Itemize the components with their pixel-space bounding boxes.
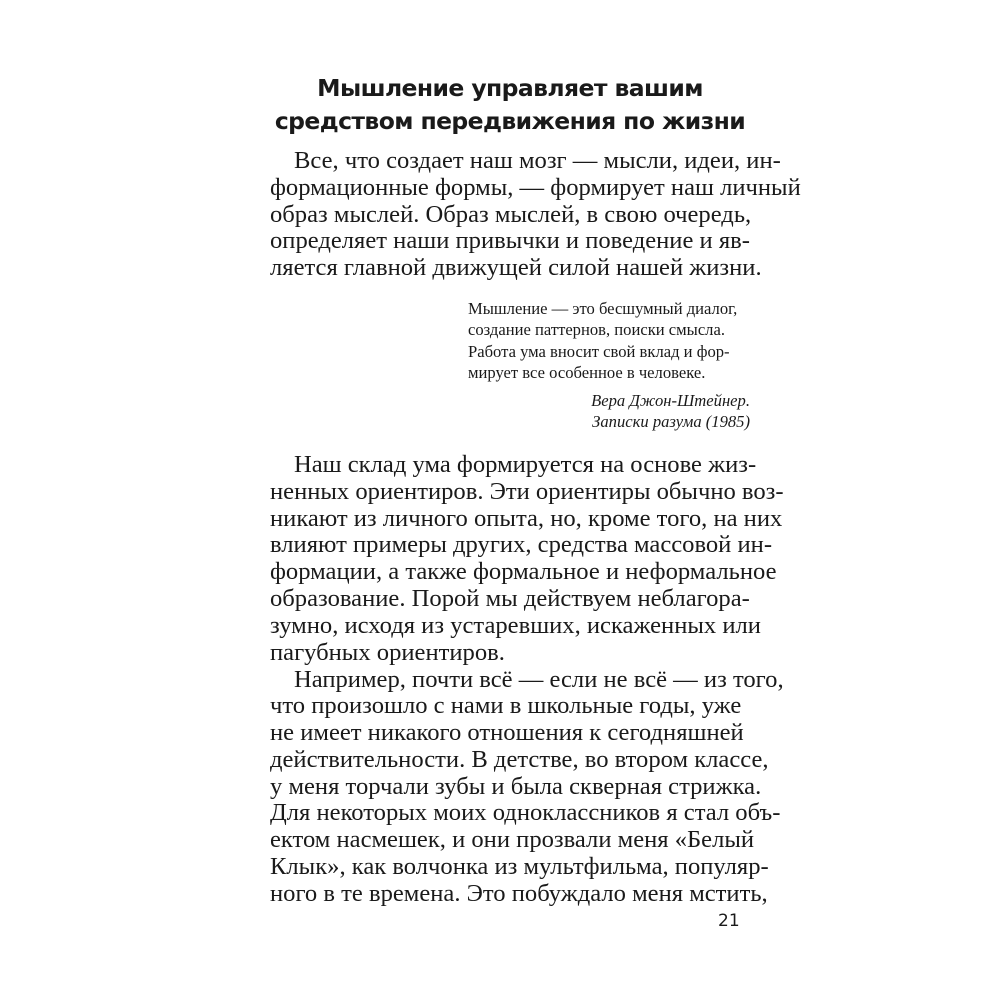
text-line: у меня торчали зубы и была скверная стрижка. (270, 772, 762, 800)
text-line: не имеет никакого отношения к сегодняшней (270, 719, 744, 747)
text-line: формации, а также формальное и неформальное (270, 558, 777, 586)
paragraph-intro (270, 148, 801, 282)
text-line: что произошло с нами в школьные годы, уже (270, 692, 742, 720)
epigraph-quote (468, 298, 750, 384)
text-line: ненных ориентиров. Эти ориентиры обычно воз- (270, 477, 784, 505)
text-line: влияют примеры других, средства массовой ин- (270, 531, 773, 559)
quote-source: Записки разума (1985) (592, 412, 750, 432)
text-line: ектом насмешек, и они прозвали меня «Белый (270, 826, 755, 854)
text-line: пагубных ориентиров. (270, 638, 505, 666)
text-line: образование. Порой мы действуем неблагора- (270, 584, 750, 612)
text-line: ляется главной движущей силой нашей жизни. (270, 254, 762, 282)
quote-line: мирует все особенное в человеке. (468, 363, 706, 383)
text-line: Клык», как волчонка из мультфильма, популяр- (270, 853, 769, 881)
quote-line: Работа ума вносит свой вклад и фор- (468, 341, 730, 361)
text-line: формационные формы, — формирует наш личный (270, 173, 801, 201)
text-line: Наш склад ума формируется на основе жиз- (294, 451, 757, 478)
text-line: зумно, исходя из устаревших, искаженных или (270, 611, 761, 639)
quote-line: Мышление — это бесшумный диалог, (468, 299, 738, 318)
text-line: Например, почти всё — если не всё — из того, (294, 665, 784, 693)
quote-line: создание паттернов, поиски смысла. (468, 320, 725, 340)
page-number: 21 (718, 911, 740, 931)
heading-line: Мышление управляет вашим (317, 74, 703, 102)
heading-line: средством передвижения по жизни (274, 107, 746, 135)
text-line: никают из личного опыта, но, кроме того, на них (270, 504, 783, 532)
text-line: действительности. В детстве, во втором классе, (270, 745, 769, 773)
text-line: определяет наши привычки и поведение и яв- (270, 227, 750, 255)
quote-attribution (591, 390, 750, 433)
quote-author: Вера Джон-Штейнер. (591, 391, 750, 410)
paragraph-example (270, 667, 784, 908)
text-line: Все, что создает наш мозг — мысли, идеи, ин- (294, 147, 781, 174)
paragraph-mindset (270, 452, 784, 666)
text-line: Для некоторых моих одноклассников я стал объ- (270, 799, 781, 827)
text-line: образ мыслей. Образ мыслей, в свою очередь, (270, 200, 752, 228)
text-line: ного в те времена. Это побуждало меня мстить, (270, 879, 768, 907)
section-heading (270, 72, 750, 138)
